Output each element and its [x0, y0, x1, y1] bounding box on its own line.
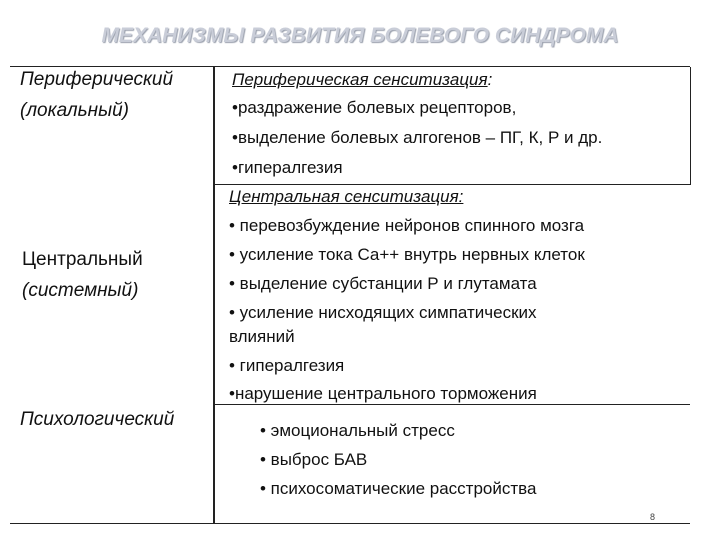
list-item: •раздражение болевых рецепторов, — [232, 98, 517, 117]
row-label-psychological — [20, 405, 174, 434]
column-divider — [213, 67, 215, 523]
list-item: • психосоматические расстройства — [260, 479, 537, 498]
heading-text: Периферическая сенситизация — [232, 70, 488, 89]
row-label-peripheral — [20, 65, 173, 125]
row-label-line: Периферический — [20, 69, 174, 90]
list-item: • усиление нисходящих симпатических — [229, 303, 537, 322]
list-item: • усиление тока Са++ внутрь нервных клеток — [229, 245, 585, 264]
list-item: • эмоциональный стресс — [260, 421, 455, 440]
list-item: •гипералгезия — [232, 158, 343, 177]
list-item: • перевозбуждение нейронов спинного мозга — [229, 216, 585, 235]
list-item: •выделение болевых алгогенов – ПГ, К, Р и др. — [232, 128, 603, 147]
list-item: влияний — [229, 327, 295, 346]
row1-right-border — [690, 67, 691, 185]
row-label-line: Психологический — [20, 409, 175, 430]
heading-peripheral-sensitization — [232, 66, 492, 94]
row-label-central — [22, 245, 143, 305]
list-item: •нарушение центрального торможения — [229, 384, 537, 403]
row-label-subline: (системный) — [22, 280, 139, 301]
list-item: • выделение субстанции Р и глутамата — [229, 274, 537, 293]
row-label-line: Центральный — [22, 249, 143, 270]
list-item: • гипералгезия — [229, 356, 345, 375]
row-label-subline: (локальный) — [20, 100, 129, 121]
heading-central-sensitization — [229, 183, 463, 211]
slide-title: МЕХАНИЗМЫ РАЗВИТИЯ БОЛЕВОГО СИНДРОМА — [101, 24, 619, 47]
heading-colon: : — [487, 70, 493, 89]
list-item: • выброс БАВ — [260, 450, 368, 469]
page-number: 8 — [650, 512, 656, 522]
heading-text: Центральная сенситизация: — [229, 187, 464, 206]
